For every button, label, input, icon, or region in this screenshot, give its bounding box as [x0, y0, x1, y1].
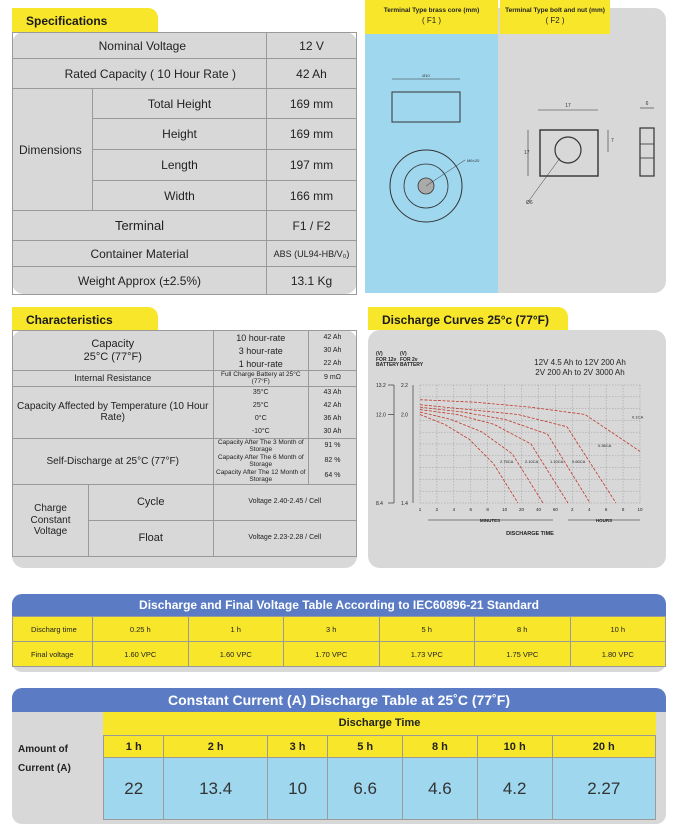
spec-label: Length	[93, 150, 267, 181]
x-tick-label: 2	[571, 507, 574, 512]
spec-value: 197 mm	[267, 150, 357, 181]
x-tick-label: 10	[502, 507, 508, 512]
discharge-time-subtitle: Discharge Time	[103, 712, 656, 735]
temp-value: 30 Ah	[309, 425, 357, 438]
self-discharge-cond: Capacity After The 6 Month of Storage	[213, 454, 309, 469]
final-voltage-cell: 1.75 VPC	[475, 642, 571, 667]
series-label: 2.75CA	[500, 459, 514, 464]
spec-label: Height	[93, 119, 267, 150]
x-tick-label: 60	[552, 507, 558, 512]
discharge-curves-chart	[368, 375, 666, 555]
x-axis-title: DISCHARGE TIME	[506, 531, 554, 537]
series-line	[420, 405, 616, 503]
capacity-value: 22 Ah	[309, 358, 357, 371]
f1-dim-thread: M6×20	[467, 158, 480, 163]
capacity-rate: 10 hour-rate	[213, 331, 309, 345]
x-tick-label: 1	[418, 507, 422, 512]
final-voltage-label: Final voltage	[13, 642, 93, 667]
temp-row: 0°C	[213, 412, 309, 425]
capacity-rate: 3 hour-rate	[213, 345, 309, 358]
discharge-curves-tab: Discharge Curves 25°c (77°F)	[368, 307, 568, 330]
cycle-value: Voltage 2.40-2.45 / Cell	[213, 484, 357, 520]
final-voltage-banner: Discharge and Final Voltage Table According to IEC60896-21 Standard	[12, 594, 666, 616]
y-tick-12v: 13.2	[376, 383, 386, 389]
temp-value: 36 Ah	[309, 412, 357, 425]
dimensions-label: Dimensions	[13, 89, 93, 211]
spec-value: 42 Ah	[267, 59, 357, 89]
temp-row: -10°C	[213, 425, 309, 438]
f2-dim-right: 6	[645, 101, 649, 107]
y-header-2v: (V) FOR 2v BATTERY	[400, 351, 424, 368]
f2-dim-hole: Ø6	[526, 200, 533, 206]
self-discharge-value: 82 %	[309, 454, 357, 469]
final-voltage-cell: 1.80 VPC	[570, 642, 666, 667]
f2-dim-side: 17	[524, 150, 530, 156]
current-value-cell: 6.6	[328, 758, 403, 820]
current-value-cell: 4.6	[403, 758, 478, 820]
charge-voltage-label: Charge Constant Voltage	[13, 484, 89, 556]
f2-dim-inner: 7	[611, 138, 614, 144]
self-discharge-cond: Capacity After The 12 Month of Storage	[213, 469, 309, 484]
discharge-time-header: 3 h	[267, 736, 327, 758]
spec-value: F1 / F2	[267, 211, 357, 241]
spec-label: Rated Capacity ( 10 Hour Rate )	[13, 59, 267, 89]
capacity-label: Capacity 25°C (77°F)	[13, 331, 214, 371]
final-voltage-table	[12, 616, 666, 667]
spec-label: Weight Approx (±2.5%)	[13, 267, 267, 295]
x-tick-label: 10	[637, 507, 643, 512]
spec-label: Nominal Voltage	[13, 33, 267, 59]
current-value-cell: 2.27	[552, 758, 655, 820]
minutes-label: MINUTES	[479, 518, 501, 523]
y-tick-2v: 2.2	[401, 383, 408, 389]
discharge-time-label: Discharg time	[13, 617, 93, 642]
spec-value: 169 mm	[267, 119, 357, 150]
y-tick-2v: 2.0	[401, 412, 408, 419]
hours-label: HOURS	[595, 518, 613, 523]
internal-resistance-cond: Full Charge Battery at 25°C (77°F)	[213, 371, 309, 387]
f1-dim-top: Ø10	[422, 73, 430, 78]
x-tick-label: 8	[486, 507, 489, 512]
spec-label: Terminal	[13, 211, 267, 241]
current-value-cell: 22	[104, 758, 164, 820]
self-discharge-cond: Capacity After The 3 Month of Storage	[213, 438, 309, 453]
terminal-f1-code: ( F1 )	[421, 16, 442, 25]
final-voltage-cell: 1.60 VPC	[188, 642, 284, 667]
series-line	[420, 412, 543, 503]
terminal-f2-code: ( F2 )	[545, 16, 565, 25]
spec-label: Total Height	[93, 89, 267, 119]
x-tick-label: 8	[621, 507, 625, 512]
self-discharge-label: Self-Discharge at 25°C (77°F)	[13, 438, 214, 484]
capacity-value: 42 Ah	[309, 331, 357, 345]
terminal-f2-header	[500, 0, 610, 34]
series-line	[420, 407, 590, 503]
spec-value: 166 mm	[267, 181, 357, 211]
x-tick-label: 2	[435, 507, 439, 512]
series-label: 0.60CA	[572, 459, 586, 464]
discharge-time-cell: 5 h	[379, 617, 475, 642]
cycle-label: Cycle	[89, 484, 214, 520]
current-value-cell: 10	[267, 758, 327, 820]
terminal-f1-drawing	[365, 34, 498, 293]
x-tick-label: 4	[587, 507, 591, 512]
internal-resistance-label: Internal Resistance	[13, 371, 214, 387]
terminal-f1-header	[365, 0, 498, 34]
discharge-time-header: 20 h	[552, 736, 655, 758]
discharge-time-header: 5 h	[328, 736, 403, 758]
leader-line	[528, 158, 560, 202]
amount-label: Amount of Current (A)	[18, 744, 71, 774]
discharge-time-header: 10 h	[477, 736, 552, 758]
self-discharge-value: 64 %	[309, 469, 357, 484]
y-tick-12v: 8.4	[376, 501, 383, 507]
temp-value: 43 Ah	[309, 386, 357, 399]
x-tick-label: 6	[469, 507, 473, 512]
y-tick-12v: 12.0	[376, 412, 386, 419]
discharge-time-cell: 1 h	[188, 617, 284, 642]
spec-value: 13.1 Kg	[267, 267, 357, 295]
spec-value: ABS (UL94-HB/V₀)	[267, 241, 357, 267]
terminal-side-view	[392, 92, 460, 122]
discharge-time-cell: 10 h	[570, 617, 666, 642]
temp-row: 25°C	[213, 399, 309, 412]
x-tick-label: 6	[604, 507, 608, 512]
series-label: 1.10CA	[550, 459, 564, 464]
discharge-time-cell: 3 h	[284, 617, 380, 642]
self-discharge-value: 91 %	[309, 438, 357, 453]
f2-dim-top: 17	[565, 103, 571, 109]
y-tick-2v: 1.4	[401, 501, 408, 507]
constant-current-table	[103, 735, 656, 820]
final-voltage-cell: 1.73 VPC	[379, 642, 475, 667]
terminal-f2-drawing	[498, 34, 666, 293]
legend-line-2: 2V 200 Ah to 2V 3000 Ah	[535, 368, 625, 378]
spec-value: 12 V	[267, 33, 357, 59]
internal-resistance-value: 9 mΩ	[309, 371, 357, 387]
temp-row: 35°C	[213, 386, 309, 399]
terminal-f1-title: Terminal Type brass core (mm)	[383, 7, 480, 14]
terminal-profile	[640, 128, 654, 176]
final-voltage-cell: 1.60 VPC	[93, 642, 189, 667]
discharge-time-header: 1 h	[104, 736, 164, 758]
current-value-cell: 4.2	[477, 758, 552, 820]
current-value-cell: 13.4	[164, 758, 267, 820]
characteristics-tab: Characteristics	[12, 307, 158, 330]
float-label: Float	[89, 520, 214, 556]
spec-value: 169 mm	[267, 89, 357, 119]
capacity-value: 30 Ah	[309, 345, 357, 358]
float-value: Voltage 2.23-2.28 / Cell	[213, 520, 357, 556]
capacity-rate: 1 hour-rate	[213, 358, 309, 371]
spec-label: Container Material	[13, 241, 267, 267]
specifications-table	[12, 32, 357, 295]
legend-line-1: 12V 4.5 Ah to 12V 200 Ah	[534, 358, 626, 367]
discharge-time-cell: 0.25 h	[93, 617, 189, 642]
discharge-time-cell: 8 h	[475, 617, 571, 642]
x-tick-label: 40	[535, 507, 541, 512]
series-label: 0.1CA	[632, 414, 644, 420]
discharge-time-header: 2 h	[164, 736, 267, 758]
x-tick-label: 20	[519, 507, 525, 512]
series-label: 0.36CA	[598, 443, 612, 448]
series-label: 2.10CA	[525, 459, 539, 464]
y-header-12v: (V) FOR 12v BATTERY	[376, 351, 400, 368]
characteristics-table	[12, 330, 357, 557]
temp-value: 42 Ah	[309, 399, 357, 412]
x-tick-label: 4	[452, 507, 456, 512]
specifications-tab: Specifications	[12, 8, 158, 32]
spec-label: Width	[93, 181, 267, 211]
chart-series	[420, 400, 643, 503]
discharge-time-header: 8 h	[403, 736, 478, 758]
terminal-f2-title: Terminal Type bolt and nut (mm)	[505, 7, 605, 14]
final-voltage-cell: 1.70 VPC	[284, 642, 380, 667]
temperature-label: Capacity Affected by Temperature (10 Hour Rate)	[13, 386, 214, 438]
constant-current-banner: Constant Current (A) Discharge Table at 25˚C (77˚F)	[12, 688, 666, 712]
